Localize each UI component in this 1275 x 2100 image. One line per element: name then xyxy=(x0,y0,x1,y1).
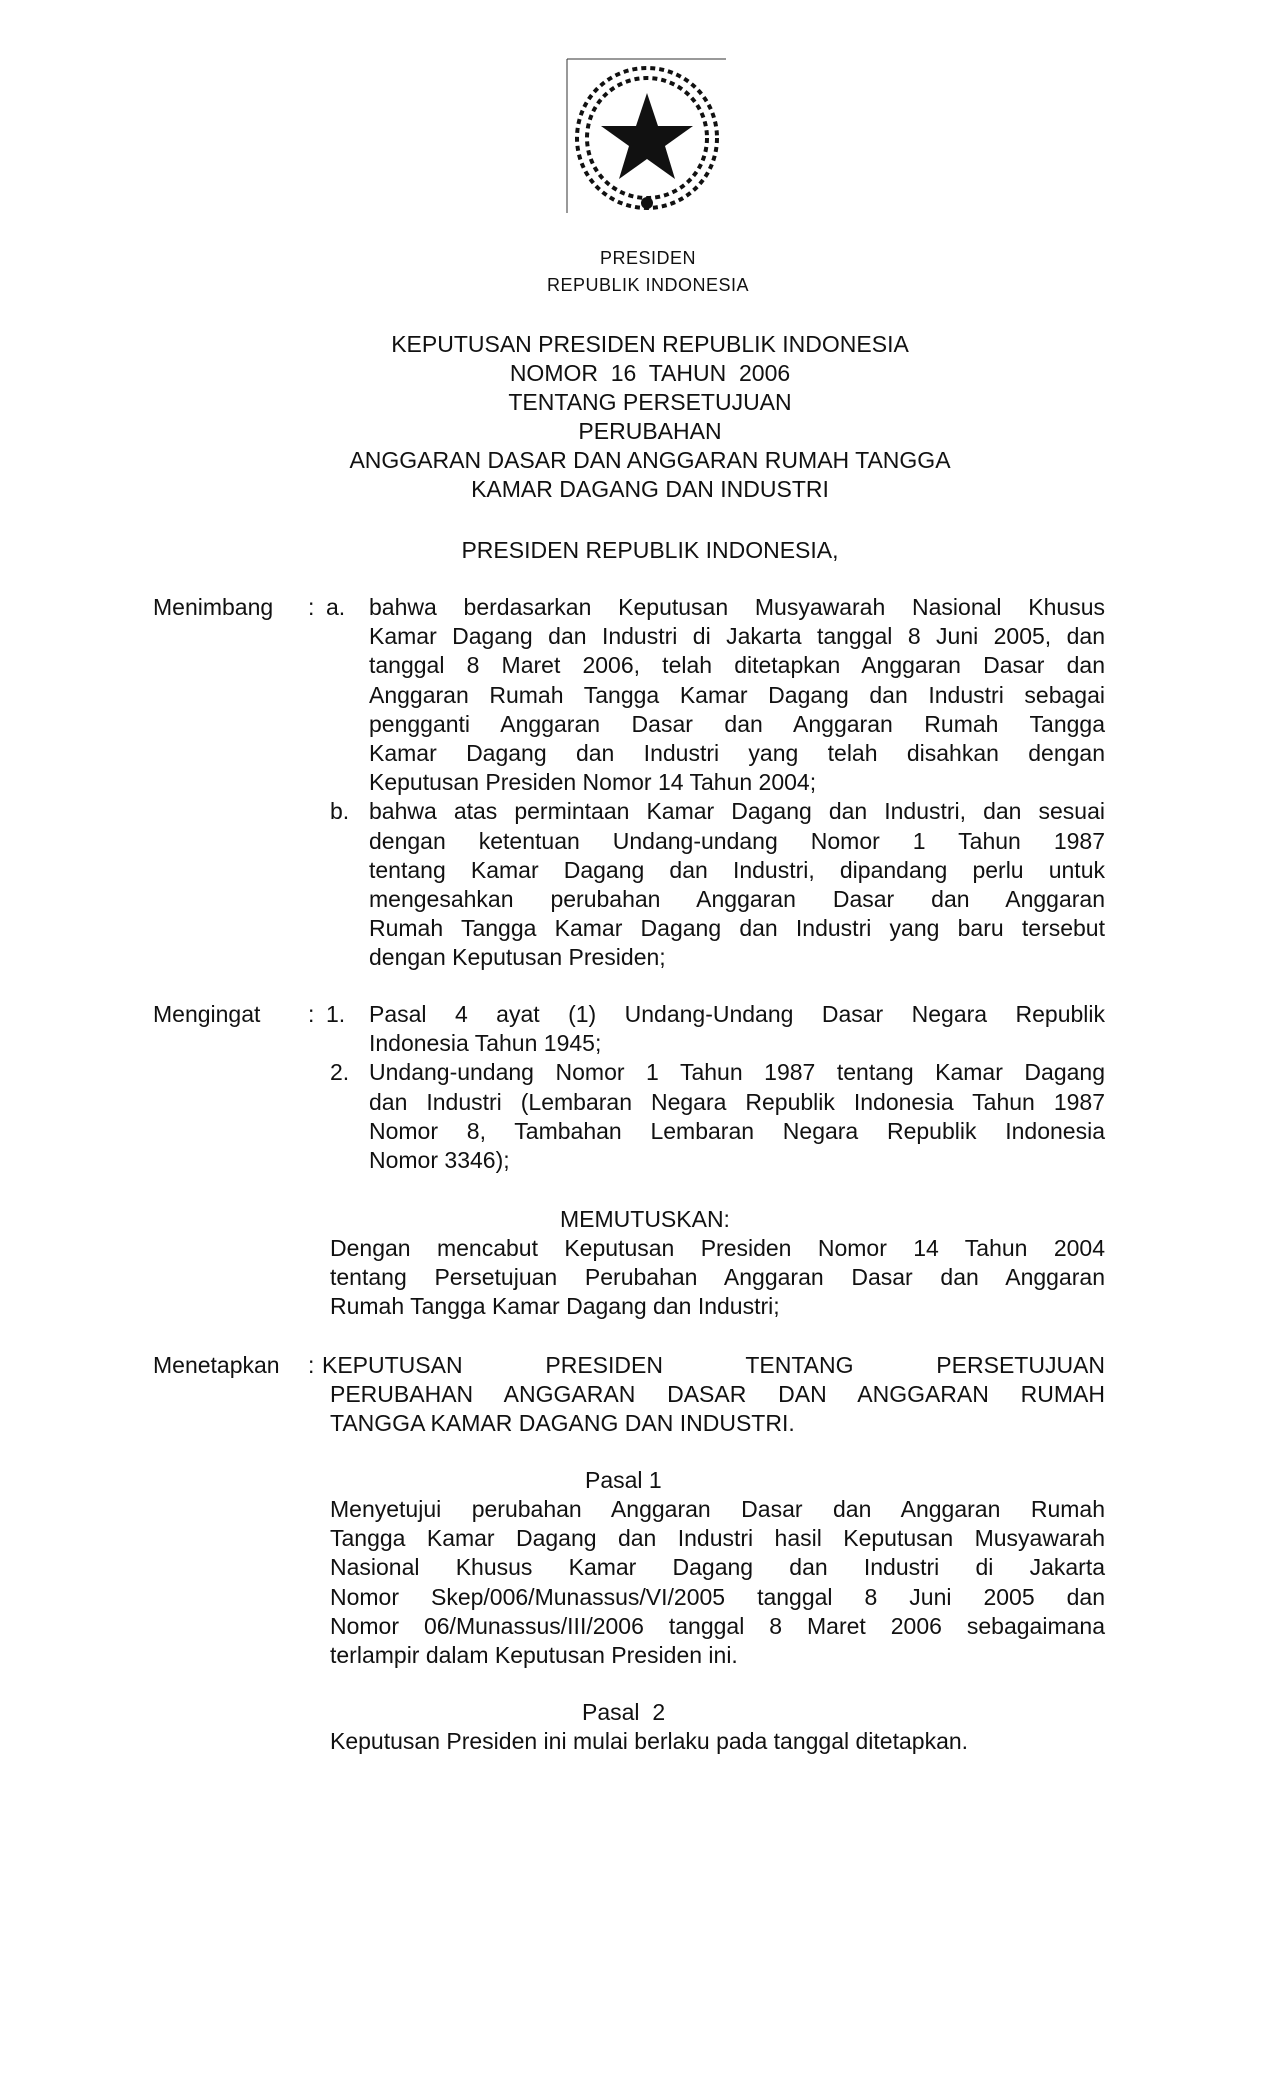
list-marker: 1. xyxy=(326,1001,346,1027)
text-line: bahwa berdasarkan Keputusan Musyawarah Nasional Khusus xyxy=(369,594,1105,620)
title-line: KEPUTUSAN PRESIDEN REPUBLIK INDONESIA xyxy=(391,331,909,357)
mengingat-label: Mengingat xyxy=(153,1001,261,1027)
text-line: PERUBAHAN ANGGARAN DASAR DAN ANGGARAN RUMAH xyxy=(330,1381,1105,1408)
text-line: Tangga Kamar Dagang dan Industri hasil Keputusan Musyawarah xyxy=(330,1525,1105,1552)
text-line: Rumah Tangga Kamar Dagang dan Industri; xyxy=(330,1293,780,1320)
document-title xyxy=(0,330,1275,504)
text-line: TANGGA KAMAR DAGANG DAN INDUSTRI. xyxy=(330,1410,795,1437)
header-presiden: PRESIDEN xyxy=(599,248,697,268)
text-line: Kamar Dagang dan Industri di Jakarta tanggal 8 Juni 2005, dan xyxy=(369,623,1105,650)
list-marker: b. xyxy=(330,798,350,825)
text-line: Nomor 3346); xyxy=(369,1147,510,1173)
text-line: dan Industri (Lembaran Negara Republik Indonesia Tahun 1987 xyxy=(369,1088,1105,1115)
text-line: Indonesia Tahun 1945; xyxy=(369,1030,602,1057)
text-line: Pasal 4 ayat (1) Undang-Undang Dasar Negara Republik xyxy=(369,1001,1105,1027)
text-line: bahwa atas permintaan Kamar Dagang dan Industri, dan sesuai xyxy=(369,798,1105,825)
list-marker: a. xyxy=(326,594,346,620)
opening-line: PRESIDEN REPUBLIK INDONESIA, xyxy=(461,537,839,563)
title-line: TENTANG PERSETUJUAN xyxy=(508,389,792,415)
text-line: tentang Persetujuan Perubahan Anggaran Dasar dan Anggaran xyxy=(330,1264,1105,1291)
list-marker: 2. xyxy=(330,1059,350,1086)
title-line: ANGGARAN DASAR DAN ANGGARAN RUMAH TANGGA xyxy=(349,447,951,473)
text-line: Kamar Dagang dan Industri yang telah disahkan dengan xyxy=(369,740,1105,766)
mengingat-colon: : xyxy=(308,1001,315,1027)
header-republik-indonesia: REPUBLIK INDONESIA xyxy=(546,275,750,295)
text-line: dengan Keputusan Presiden; xyxy=(369,944,666,971)
menetapkan-colon: : xyxy=(308,1352,315,1378)
text-line: tanggal 8 Maret 2006, telah ditetapkan Anggaran Dasar dan xyxy=(369,652,1105,679)
menimbang-colon: : xyxy=(308,594,315,620)
text-line: terlampir dalam Keputusan Presiden ini. xyxy=(330,1642,738,1668)
menimbang-label: Menimbang xyxy=(153,594,274,620)
text-line: Anggaran Rumah Tangga Kamar Dagang dan Industri sebagai xyxy=(369,681,1105,708)
pasal-2-heading: Pasal 2 xyxy=(582,1699,666,1725)
text-line: Keputusan Presiden ini mulai berlaku pada tanggal ditetapkan. xyxy=(330,1728,969,1754)
text-line: Rumah Tangga Kamar Dagang dan Industri yang baru tersebut xyxy=(369,915,1105,942)
text-line: Menyetujui perubahan Anggaran Dasar dan Anggaran Rumah xyxy=(330,1496,1105,1522)
title-line: KAMAR DAGANG DAN INDUSTRI xyxy=(471,476,829,502)
text-line: dengan ketentuan Undang-undang Nomor 1 Tahun 1987 xyxy=(369,827,1105,854)
memutuskan-heading: MEMUTUSKAN: xyxy=(560,1206,730,1232)
title-line: NOMOR 16 TAHUN 2006 xyxy=(509,360,791,386)
text-line: tentang Kamar Dagang dan Industri, dipandang perlu untuk xyxy=(369,856,1105,883)
text-line: Nomor 8, Tambahan Lembaran Negara Republik Indonesia xyxy=(369,1117,1105,1144)
presidential-emblem-logo xyxy=(566,58,728,218)
text-line: Undang-undang Nomor 1 Tahun 1987 tentang Kamar Dagang xyxy=(369,1059,1105,1086)
pasal-1-heading: Pasal 1 xyxy=(585,1467,662,1493)
menetapkan-label: Menetapkan xyxy=(153,1352,280,1378)
title-line: PERUBAHAN xyxy=(578,418,722,444)
text-line: Dengan mencabut Keputusan Presiden Nomor 14 Tahun 2004 xyxy=(330,1235,1105,1261)
text-line: KEPUTUSAN PRESIDEN TENTANG PERSETUJUAN xyxy=(322,1352,1105,1378)
text-line: Nomor Skep/006/Munassus/VI/2005 tanggal 8 Juni 2005 dan xyxy=(330,1583,1105,1610)
text-line: Nasional Khusus Kamar Dagang dan Industri di Jakarta xyxy=(330,1554,1105,1581)
text-line: pengganti Anggaran Dasar dan Anggaran Rumah Tangga xyxy=(369,710,1105,737)
text-line: mengesahkan perubahan Anggaran Dasar dan Anggaran xyxy=(369,886,1105,912)
text-line: Keputusan Presiden Nomor 14 Tahun 2004; xyxy=(369,769,817,796)
text-line: Nomor 06/Munassus/III/2006 tanggal 8 Maret 2006 sebagaimana xyxy=(330,1612,1105,1639)
